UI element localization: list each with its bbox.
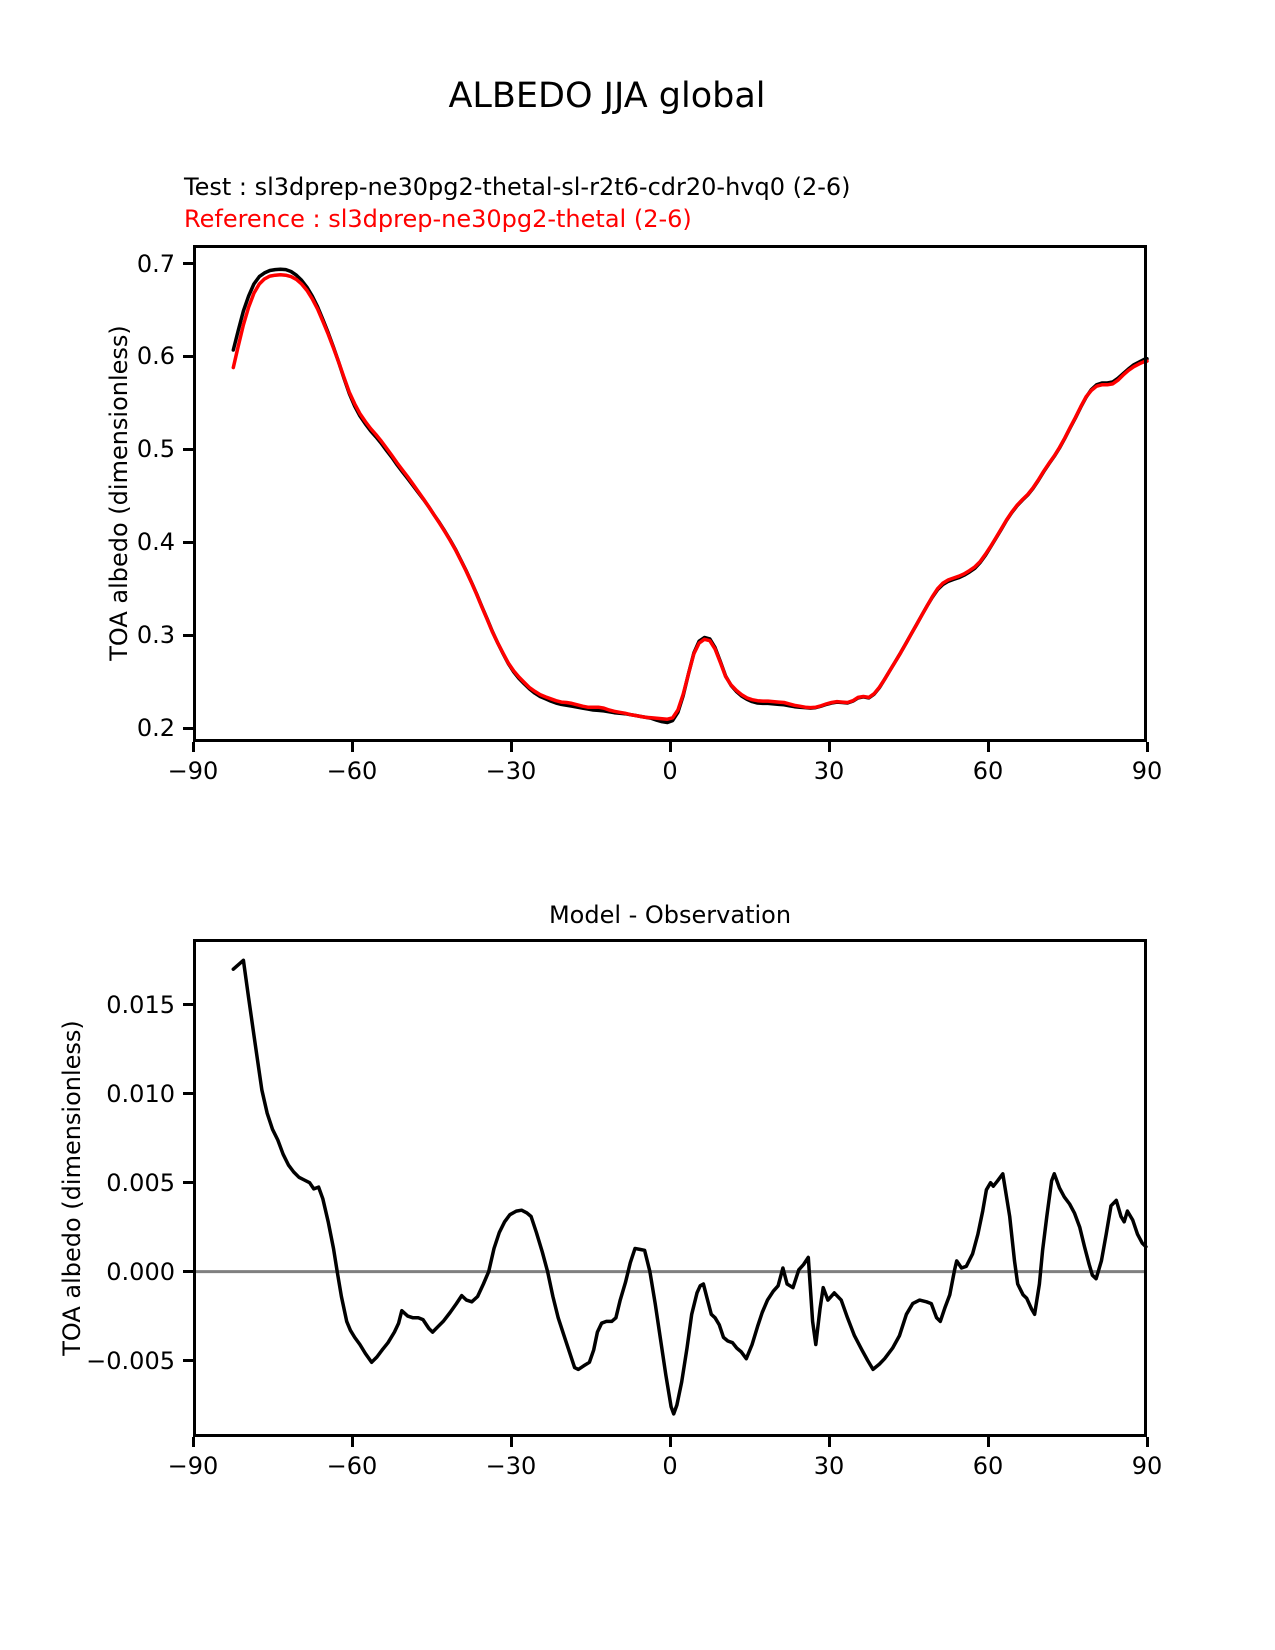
- series-line-1: [233, 275, 1147, 720]
- x-tick-mark: [1146, 742, 1149, 752]
- top-chart-axes: [193, 245, 1147, 742]
- x-tick-mark: [828, 1437, 831, 1447]
- x-tick-label: −60: [326, 757, 378, 785]
- x-tick-label: 60: [972, 757, 1004, 785]
- x-tick-label: 0: [662, 757, 678, 785]
- x-tick-label: −60: [326, 1452, 378, 1480]
- y-tick-mark: [183, 1359, 193, 1362]
- y-tick-mark: [183, 1092, 193, 1095]
- x-tick-mark: [351, 742, 354, 752]
- bottom-chart-canvas: [193, 939, 1147, 1437]
- y-tick-mark: [183, 727, 193, 730]
- x-tick-mark: [669, 742, 672, 752]
- x-tick-mark: [1146, 1437, 1149, 1447]
- bottom-chart-title: Model - Observation: [548, 901, 792, 929]
- y-tick-label: 0.010: [106, 1079, 175, 1108]
- x-tick-label: −30: [485, 1452, 537, 1480]
- x-tick-label: −30: [485, 757, 537, 785]
- y-tick-label: 0.6: [136, 342, 175, 371]
- top-y-axis-label: TOA albedo (dimensionless): [105, 325, 133, 661]
- top-chart-canvas: [193, 245, 1147, 742]
- x-tick-label: −90: [167, 1452, 219, 1480]
- y-tick-mark: [183, 1181, 193, 1184]
- x-tick-mark: [510, 1437, 513, 1447]
- y-tick-label: −0.005: [86, 1346, 175, 1375]
- x-tick-mark: [987, 1437, 990, 1447]
- reference-series-label: Reference : sl3dprep-ne30pg2-thetal (2-6): [184, 205, 692, 233]
- x-tick-mark: [987, 742, 990, 752]
- x-tick-label: 30: [813, 757, 845, 785]
- x-tick-label: −90: [167, 757, 219, 785]
- x-tick-label: 90: [1131, 1452, 1163, 1480]
- bottom-y-axis-label: TOA albedo (dimensionless): [58, 1020, 86, 1356]
- axes-spines: [195, 941, 1146, 1436]
- y-tick-mark: [183, 355, 193, 358]
- y-tick-label: 0.5: [136, 435, 175, 464]
- x-tick-mark: [192, 742, 195, 752]
- y-tick-mark: [183, 634, 193, 637]
- x-tick-mark: [510, 742, 513, 752]
- y-tick-mark: [183, 448, 193, 451]
- y-tick-mark: [183, 1270, 193, 1273]
- x-tick-mark: [351, 1437, 354, 1447]
- page-title: ALBEDO JJA global: [448, 76, 766, 116]
- y-tick-mark: [183, 1003, 193, 1006]
- bottom-chart-axes: [193, 939, 1147, 1437]
- y-tick-label: 0.015: [106, 990, 175, 1019]
- y-tick-mark: [183, 262, 193, 265]
- y-tick-label: 0.7: [136, 249, 175, 278]
- y-tick-label: 0.000: [106, 1257, 175, 1286]
- x-tick-label: 90: [1131, 757, 1163, 785]
- x-tick-mark: [828, 742, 831, 752]
- y-tick-label: 0.2: [136, 714, 175, 743]
- series-line-0: [233, 269, 1147, 722]
- y-tick-label: 0.005: [106, 1168, 175, 1197]
- axes-spines: [195, 247, 1146, 741]
- y-tick-mark: [183, 541, 193, 544]
- x-tick-label: 0: [662, 1452, 678, 1480]
- series-line-0: [233, 960, 1146, 1414]
- x-tick-mark: [192, 1437, 195, 1447]
- y-tick-label: 0.3: [136, 621, 175, 650]
- y-tick-label: 0.4: [136, 528, 175, 557]
- x-tick-label: 60: [972, 1452, 1004, 1480]
- x-tick-label: 30: [813, 1452, 845, 1480]
- x-tick-mark: [669, 1437, 672, 1447]
- test-series-label: Test : sl3dprep-ne30pg2-thetal-sl-r2t6-cdr20-hvq0 (2-6): [184, 173, 851, 201]
